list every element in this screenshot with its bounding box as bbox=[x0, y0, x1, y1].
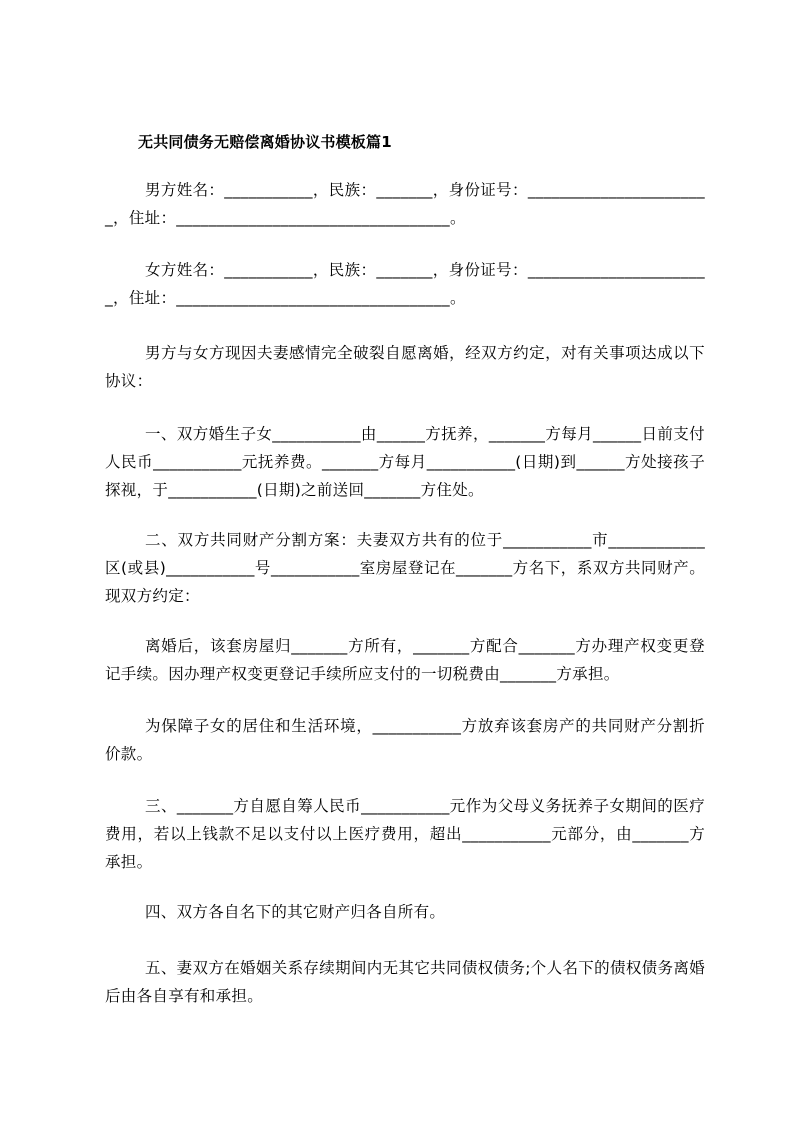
paragraph-clause-5: 五、妻双方在婚姻关系存续期间内无其它共同债权债务;个人名下的债权债务离婚后由各自享有和承担。 bbox=[105, 959, 705, 1005]
paragraph-male-info: 男方姓名：___________，民族：_______，身份证号：_______________________，住址：__________________________________。 bbox=[105, 181, 705, 227]
paragraph-clause-2: 二、双方共同财产分割方案：夫妻双方共有的位于___________市____________区(或县)___________号___________室房屋登记在_______方名下，系双方共同财产。现双方约定： bbox=[105, 531, 705, 605]
paragraph-clause-1: 一、双方婚生子女___________由______方抚养，_______方每月______日前支付人民币___________元抚养费。_______方每月___________(日期)到______方处接孩子探视，于___________(日期)之前送回_______方住处。 bbox=[105, 425, 705, 499]
paragraph-house-waiver: 为保障子女的居住和生活环境，___________方放弃该套房产的共同财产分割折价款。 bbox=[105, 717, 705, 763]
paragraph-house-transfer: 离婚后，该套房屋归_______方所有，_______方配合_______方办理产权变更登记手续。因办理产权变更登记手续所应支付的一切税费由_______方承担。 bbox=[105, 637, 705, 683]
paragraph-intro: 男方与女方现因夫妻感情完全破裂自愿离婚，经双方约定，对有关事项达成以下协议： bbox=[105, 344, 705, 390]
paragraph-clause-4: 四、双方各自名下的其它财产归各自所有。 bbox=[145, 903, 446, 921]
paragraph-female-info: 女方姓名：___________，民族：_______，身份证号：_______________________，住址：__________________________________。 bbox=[105, 261, 705, 307]
paragraph-clause-3: 三、_______方自愿自筹人民币___________元作为父母义务抚养子女期间的医疗费用，若以上钱款不足以支付以上医疗费用，超出___________元部分，由_______方承担。 bbox=[105, 797, 705, 871]
document-title: 无共同债务无赔偿离婚协议书模板篇1 bbox=[138, 133, 392, 151]
